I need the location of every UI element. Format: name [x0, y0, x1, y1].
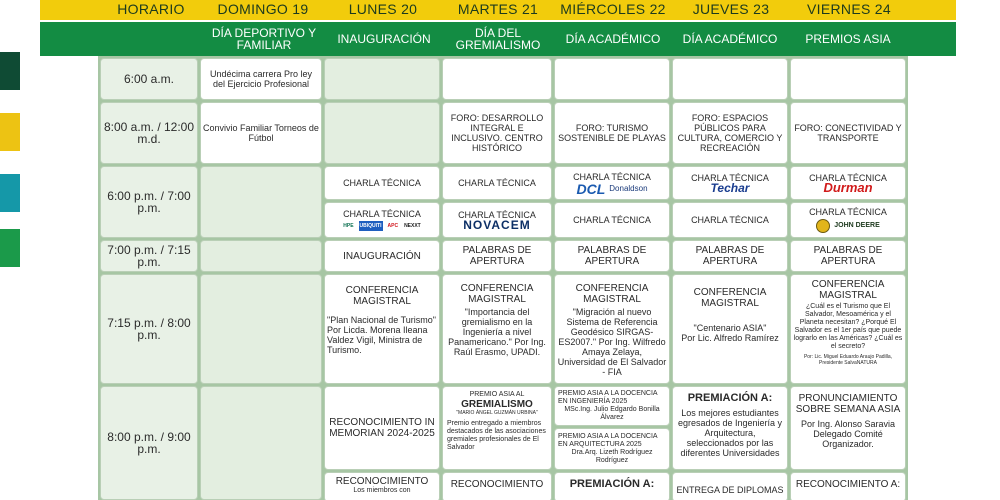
- sponsor-logos: [342, 221, 421, 231]
- techar-logo: Techar: [710, 181, 750, 195]
- conferencia-jueves: [672, 274, 788, 384]
- charla-label: CHARLA TÉCNICA: [809, 173, 887, 183]
- event-body: Los miembros con: [353, 487, 411, 494]
- conferencia-title: CONFERENCIA MAGISTRAL: [575, 283, 649, 305]
- premio-docencia-ingenieria: [554, 386, 670, 426]
- apertura-viernes: [790, 240, 906, 272]
- empty-cell: [200, 274, 322, 384]
- time-label: 7:00 p.m. / 7:15 p.m.: [107, 243, 191, 269]
- time-slot: [100, 274, 198, 384]
- empty-cell: [324, 58, 440, 100]
- left-accent-bar-green: [0, 229, 20, 267]
- conferencia-miercoles: [554, 274, 670, 384]
- conferencia-body: "Migración al nuevo Sistema de Referencia Geodésico SIRGAS-ES2007." Por Ing. Wilfredo Amaya Zelaya, Universidad de El Salvador - FIA: [557, 307, 667, 377]
- apertura-jueves: [672, 240, 788, 272]
- time-slot: [100, 386, 198, 500]
- empty-cell: [200, 240, 322, 272]
- event-text: Undécima carrera Pro ley del Ejercicio Profesional: [209, 69, 313, 89]
- premiacion-miercoles: [554, 472, 670, 500]
- charla-jueves-a: [672, 166, 788, 200]
- header-theme-viernes: PREMIOS ASIA: [805, 32, 891, 46]
- conferencia-body: "Plan Nacional de Turismo" Por Licda. Morena Ileana Valdez Vigil, Ministra de Turismo.: [327, 315, 436, 355]
- hpe-logo: HPE: [343, 223, 354, 229]
- entrega-diplomas: [672, 472, 788, 500]
- inauguracion-cell: [324, 240, 440, 272]
- conferencia-title: CONFERENCIA MAGISTRAL: [811, 279, 885, 301]
- header-day-jueves: JUEVES 23: [692, 1, 770, 17]
- dcl-logo: DCL: [576, 181, 606, 197]
- time-slot: [100, 166, 198, 238]
- empty-cell: [200, 166, 322, 238]
- event-title: RECONOCIMIENTO A:: [795, 479, 901, 490]
- conferencia-lunes: [324, 274, 440, 384]
- pronunciamiento: [790, 386, 906, 470]
- conferencia-speaker: Por Lic. Alfredo Ramírez: [681, 333, 779, 343]
- johndeere-logo: JOHN DEERE: [834, 222, 880, 229]
- premio-title: GREMIALISMO: [461, 399, 533, 410]
- conferencia-martes: [442, 274, 552, 384]
- empty-cell: [200, 386, 322, 500]
- sponsor-logos: [816, 219, 880, 233]
- premio-honoree: Dra.Arq. Lizeth Rodríguez Rodríguez: [571, 449, 653, 464]
- charla-lunes-b: [324, 202, 440, 238]
- charla-label: CHARLA TÉCNICA: [573, 172, 651, 182]
- empty-cell: [442, 58, 552, 100]
- premio-pre: PREMIO ASIA AL: [469, 391, 525, 398]
- foro-miercoles: [554, 102, 670, 164]
- apertura-miercoles: [554, 240, 670, 272]
- donaldson-logo: Donaldson: [609, 184, 648, 193]
- header-day-viernes: VIERNES 24: [807, 1, 891, 17]
- time-label: 7:15 p.m. / 8:00 p.m.: [107, 316, 191, 342]
- time-slot: [100, 58, 198, 100]
- event-title: RECONOCIMIENTO: [450, 479, 544, 490]
- charla-label: CHARLA TÉCNICA: [573, 215, 651, 225]
- foro-jueves: [672, 102, 788, 164]
- premio-title: PREMIO ASIA A LA DOCENCIA EN INGENIERÍA 2025: [558, 390, 658, 405]
- conferencia-questions: ¿Cuál es el Turismo que El Salvador, Mesoamérica y el Planeta necesitan? ¿Porqué El Salvador es el 1er país que puede lograrlo en las Américas? ¿Cuál es el secreto?: [793, 303, 903, 350]
- conferencia-topic: "Centenario ASIA": [693, 323, 767, 333]
- seal-logo: [816, 219, 830, 233]
- premio-honoree: "MARIO ÁNGEL GUZMÁN URBINA": [456, 410, 538, 416]
- apertura-martes: [442, 240, 552, 272]
- charla-label: CHARLA TÉCNICA: [809, 207, 887, 217]
- charla-viernes-b: [790, 202, 906, 238]
- time-slot: [100, 240, 198, 272]
- empty-cell: [554, 58, 670, 100]
- premio-docencia-arquitectura: [554, 428, 670, 470]
- charla-martes-a: [442, 166, 552, 200]
- premio-honoree: MSc.Ing. Julio Edgardo Bonilla Álvarez: [564, 406, 660, 421]
- header-day-lunes: LUNES 20: [348, 1, 418, 17]
- event-text: PALABRAS DE APERTURA: [577, 245, 647, 267]
- event-text: INAUGURACIÓN: [343, 250, 421, 262]
- apc-logo: APC: [387, 223, 399, 229]
- event-text: RECONOCIMIENTO IN MEMORIAN 2024-2025: [329, 417, 435, 439]
- charla-label: CHARLA TÉCNICA: [458, 178, 536, 188]
- premio-body: Premio entregado a miembros destacados de las asociaciones gremiales profesionales de El Salvador: [447, 420, 546, 451]
- event-convivio: [200, 102, 322, 164]
- conferencia-viernes: [790, 274, 906, 384]
- ubiquiti-logo: UBIQUITI: [359, 223, 382, 229]
- conferencia-speaker: Por: Lic. Miguel Eduardo Araujo Padilla, Presidente SalvaNATURA: [803, 354, 893, 366]
- time-label: 6:00 a.m.: [123, 72, 175, 86]
- empty-cell: [672, 58, 788, 100]
- header-day-miercoles: MIÉRCOLES 22: [560, 1, 666, 17]
- header-day-domingo: DOMINGO 19: [217, 1, 309, 17]
- nexxt-logo: NEXXT: [404, 223, 421, 229]
- premiacion-body: Los mejores estudiantes egresados de Ingeniería y Arquitectura, seleccionados por las diferentes Universidades: [677, 408, 783, 458]
- charla-miercoles-a: [554, 166, 670, 200]
- header-theme-miercoles: DÍA ACADÉMICO: [565, 32, 661, 46]
- left-accent-bar-yellow: [0, 113, 20, 151]
- charla-jueves-b: [672, 202, 788, 238]
- charla-martes-b: [442, 202, 552, 238]
- charla-label: CHARLA TÉCNICA: [458, 210, 536, 220]
- premio-title: PREMIO ASIA A LA DOCENCIA EN ARQUITECTURA 2025: [558, 433, 658, 448]
- empty-cell: [324, 102, 440, 164]
- time-label: 8:00 p.m. / 9:00 p.m.: [107, 430, 191, 456]
- pronunciamiento-body: Por Ing. Alonso Saravia Delegado Comité Organizador.: [800, 419, 896, 449]
- header-horario: HORARIO: [117, 1, 185, 17]
- event-text: PALABRAS DE APERTURA: [462, 245, 532, 267]
- time-label: 8:00 a.m. / 12:00 m.d.: [103, 120, 195, 146]
- reconocimiento-viernes: [790, 472, 906, 500]
- charla-miercoles-b: [554, 202, 670, 238]
- event-title: PREMIACIÓN A:: [569, 478, 655, 490]
- conferencia-title: CONFERENCIA MAGISTRAL: [693, 287, 767, 309]
- novacem-logo: NOVACEM: [463, 218, 531, 232]
- left-accent-bar-dark: [0, 52, 20, 90]
- event-text: FORO: TURISMO SOSTENIBLE DE PLAYAS: [558, 123, 666, 143]
- event-text: FORO: ESPACIOS PÚBLICOS PARA CULTURA, COMERCIO Y RECREACIÓN: [677, 113, 783, 153]
- header-theme-lunes: INAUGURACIÓN: [337, 32, 431, 46]
- reconocimiento-martes: [442, 472, 552, 500]
- premiacion-estudiantes: [672, 386, 788, 470]
- premiacion-title: PREMIACIÓN A:: [687, 392, 773, 404]
- sponsor-logos: [576, 181, 648, 197]
- durman-logo: Durman: [823, 180, 873, 195]
- time-slot: [100, 102, 198, 164]
- header-theme-jueves: DÍA ACADÉMICO: [682, 32, 778, 46]
- header-theme-martes: DÍA DEL GREMIALISMO: [455, 26, 541, 52]
- event-title: RECONOCIMIENTO: [335, 476, 429, 487]
- charla-label: CHARLA TÉCNICA: [343, 178, 421, 188]
- event-text: PALABRAS DE APERTURA: [813, 245, 883, 267]
- foro-martes: [442, 102, 552, 164]
- time-label: 6:00 p.m. / 7:00 p.m.: [107, 189, 191, 215]
- charla-viernes-a: [790, 166, 906, 200]
- premio-gremialismo: [442, 386, 552, 470]
- conferencia-title: CONFERENCIA MAGISTRAL: [345, 285, 419, 307]
- charla-label: CHARLA TÉCNICA: [691, 215, 769, 225]
- charla-label: CHARLA TÉCNICA: [343, 209, 421, 219]
- charla-lunes-a: [324, 166, 440, 200]
- pronunciamiento-title: PRONUNCIAMIENTO SOBRE SEMANA ASIA: [795, 393, 901, 415]
- conferencia-title: CONFERENCIA MAGISTRAL: [460, 283, 534, 305]
- event-text: PALABRAS DE APERTURA: [695, 245, 765, 267]
- conferencia-body: "Importancia del gremialismo en la Ingeniería a nivel Panamericano." Por Ing. Raúl Erasmo, UPADI.: [448, 307, 546, 357]
- left-accent-bar-teal: [0, 174, 20, 212]
- event-text: FORO: DESARROLLO INTEGRAL E INCLUSIVO. CENTRO HISTÓRICO: [450, 113, 544, 153]
- reconocimiento-memorian: [324, 386, 440, 470]
- reconocimiento-miembros: [324, 472, 440, 500]
- event-text: FORO: CONECTIVIDAD Y TRANSPORTE: [794, 123, 902, 143]
- event-carrera: [200, 58, 322, 100]
- empty-cell: [790, 58, 906, 100]
- event-title: ENTREGA DE DIPLOMAS: [676, 485, 784, 495]
- foro-viernes: [790, 102, 906, 164]
- charla-label: CHARLA TÉCNICA: [691, 173, 769, 183]
- event-text: Convivio Familiar Torneos de Fútbol: [203, 123, 319, 143]
- header-day-martes: MARTES 21: [457, 1, 539, 17]
- header-theme-domingo: DÍA DEPORTIVO Y FAMILIAR: [211, 26, 317, 52]
